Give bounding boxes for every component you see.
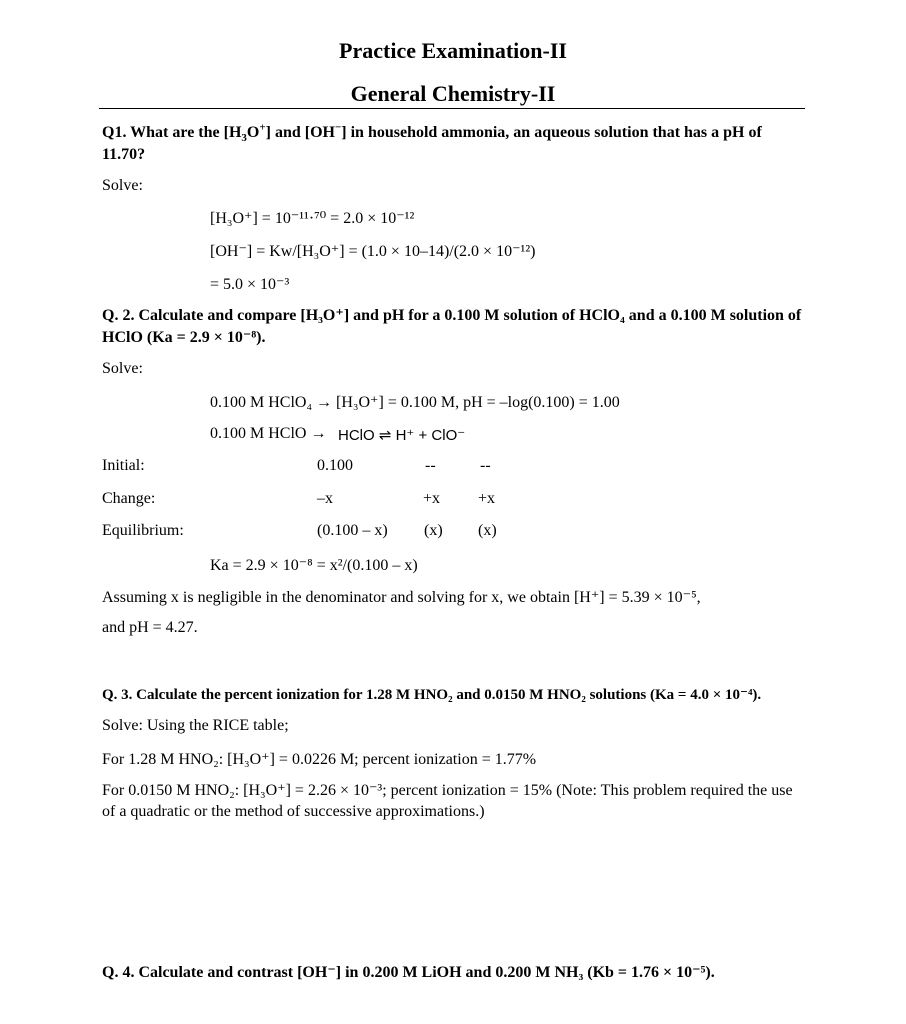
rice-equilibrium-c3: (x) bbox=[478, 522, 497, 539]
page-title: Practice Examination-II bbox=[339, 38, 567, 63]
q2-ka-line: Ka = 2.9 × 10⁻⁸ = x²/(0.100 – x) bbox=[210, 557, 418, 574]
page-subtitle: General Chemistry-II bbox=[350, 81, 556, 106]
q2-question: Q. 2. Calculate and compare [H₃O⁺] and pH for a 0.100 M solution of HClO₄ and a 0.100 M solution of HClO (Ka = 2.9 × 10⁻⁸). bbox=[102, 307, 802, 346]
q1-line2: [OH⁻] = Kw/[H₃O⁺] = (1.0 × 10–14)/(2.0 × 10⁻¹²) bbox=[210, 243, 536, 260]
header-rule bbox=[99, 108, 805, 109]
q2-line2-left: 0.100 M HClO → bbox=[210, 425, 327, 442]
q4-question: Q. 4. Calculate and contrast [OH⁻] in 0.200 M LiOH and 0.200 M NH₃ (Kb = 1.76 × 10⁻⁵). bbox=[102, 964, 715, 981]
q3-line1: For 1.28 M HNO₂: [H₃O⁺] = 0.0226 M; percent ionization = 1.77% bbox=[102, 751, 537, 768]
rice-equilibrium-c1: (0.100 – x) bbox=[317, 522, 388, 539]
q3-question: Q. 3. Calculate the percent ionization for 1.28 M HNO₂ and 0.0150 M HNO₂ solutions (Ka = 4.0 × 10⁻⁴). bbox=[102, 687, 762, 703]
q2-equilibrium-equation: HClO ⇌ H⁺ + ClO⁻ bbox=[338, 427, 466, 444]
rice-equilibrium-c2: (x) bbox=[424, 522, 443, 539]
q1-line1: [H₃O⁺] = 10⁻¹¹·⁷⁰ = 2.0 × 10⁻¹² bbox=[210, 210, 415, 227]
q2-conclusion-1: Assuming x is negligible in the denominator and solving for x, we obtain [H⁺] = 5.39 × 10⁻⁵, bbox=[102, 589, 701, 606]
rice-change-c1: –x bbox=[317, 490, 333, 507]
q3-line2: For 0.0150 M HNO₂: [H₃O⁺] = 2.26 × 10⁻³; percent ionization = 15% (Note: This problem required the use of a quadratic or the method of successive approximations.) bbox=[102, 782, 793, 820]
q1-solve-label: Solve: bbox=[102, 177, 143, 194]
rice-initial-c2: -- bbox=[425, 457, 436, 474]
rice-initial-c3: -- bbox=[480, 457, 491, 474]
rice-equilibrium-label: Equilibrium: bbox=[102, 522, 184, 539]
q2-conclusion-2: and pH = 4.27. bbox=[102, 619, 198, 636]
q2-solve-label: Solve: bbox=[102, 360, 143, 377]
rice-initial-c1: 0.100 bbox=[317, 457, 353, 474]
rice-change-c2: +x bbox=[423, 490, 441, 507]
q2-line1: 0.100 M HClO₄ → [H₃O⁺] = 0.100 M, pH = –log(0.100) = 1.00 bbox=[210, 394, 620, 411]
q1-line3: = 5.0 × 10⁻³ bbox=[210, 276, 290, 293]
rice-change-label: Change: bbox=[102, 490, 156, 507]
q1-question: Q1. What are the $[H_3O^+]$ and [OH−] in household ammonia, an aqueous solution that has a pH of 11.70? bbox=[102, 121, 762, 163]
rice-initial-label: Initial: bbox=[102, 457, 145, 474]
rice-change-c3: +x bbox=[478, 490, 496, 507]
q3-solve: Solve: Using the RICE table; bbox=[102, 717, 289, 734]
